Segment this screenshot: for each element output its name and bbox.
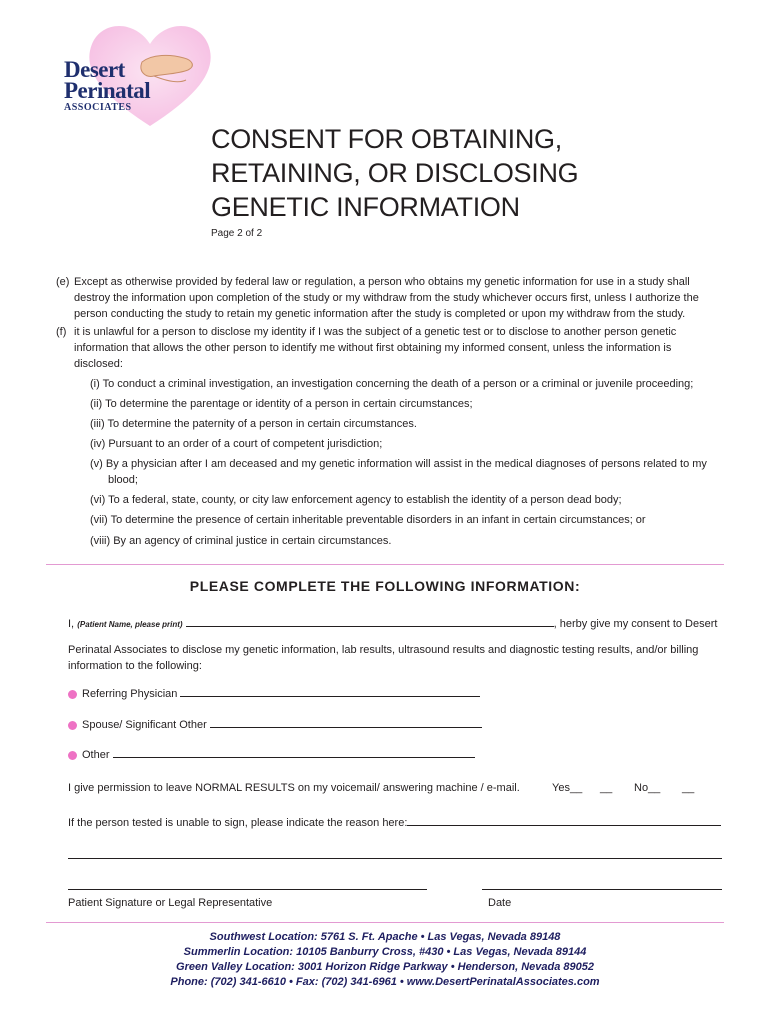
section-divider-top bbox=[46, 564, 724, 565]
referring-physician-row bbox=[68, 685, 480, 702]
consent-line-1: Perinatal Associates to disclose my genetic information, lab results, ultrasound results and diagnostic testing results, and/or billing bbox=[68, 644, 699, 656]
item-text: (v) By a physician after I am deceased and my genetic information will assist in the medical diagnoses of persons related to my bbox=[90, 458, 707, 470]
date-label: Date bbox=[488, 897, 512, 909]
other-label: Other bbox=[82, 749, 110, 761]
clause-f-label: (f) bbox=[56, 326, 67, 338]
page-number: Page 2 of 2 bbox=[211, 228, 263, 239]
title-line-1: CONSENT FOR OBTAINING, bbox=[211, 124, 562, 154]
signature-field[interactable] bbox=[68, 889, 427, 890]
item-v bbox=[90, 456, 730, 488]
footer-addresses bbox=[0, 930, 770, 990]
yes-option[interactable]: Yes__ bbox=[552, 782, 583, 794]
clause-f-line-1: it is unlawful for a person to disclose my identity if I was the subject of a genetic test or to disclose to another person genetic bbox=[74, 326, 677, 338]
item-viii bbox=[90, 533, 730, 549]
logo-line-2: Perinatal bbox=[64, 77, 151, 103]
consent-line-2: information to the following: bbox=[68, 660, 202, 672]
clause-e bbox=[56, 274, 736, 322]
consent-suffix: , herby give my consent to Desert bbox=[553, 618, 718, 630]
item-iii bbox=[90, 416, 730, 432]
footer-line-4: Phone: (702) 341-6610 • Fax: (702) 341-6961 • www.DesertPerinatalAssociates.com bbox=[170, 976, 600, 988]
unable-row bbox=[68, 814, 728, 831]
item-text: (ii) To determine the parentage or identity of a person in certain circumstances; bbox=[90, 398, 473, 410]
patient-name-field[interactable] bbox=[186, 615, 554, 627]
item-iv bbox=[90, 436, 730, 452]
clause-e-label: (e) bbox=[56, 276, 70, 288]
item-vii bbox=[90, 512, 730, 528]
item-text-continued: blood; bbox=[108, 474, 138, 486]
no-option[interactable]: No__ bbox=[634, 782, 661, 794]
signature-label: Patient Signature or Legal Representative bbox=[68, 897, 273, 909]
section-divider-bottom bbox=[46, 922, 724, 923]
footer-line-1: Southwest Location: 5761 S. Ft. Apache • Las Vegas, Nevada 89148 bbox=[209, 931, 561, 943]
bullet-icon bbox=[68, 721, 77, 730]
no-blank[interactable]: __ bbox=[682, 782, 695, 794]
other-row bbox=[68, 746, 475, 763]
yes-blank[interactable]: __ bbox=[600, 782, 613, 794]
bullet-icon bbox=[68, 690, 77, 699]
spouse-field[interactable] bbox=[210, 716, 482, 728]
item-text: (iv) Pursuant to an order of a court of competent jurisdiction; bbox=[90, 438, 383, 450]
logo-wordmark bbox=[64, 57, 151, 114]
other-field[interactable] bbox=[113, 746, 475, 758]
item-ii bbox=[90, 396, 730, 412]
item-i bbox=[90, 376, 730, 392]
document-title bbox=[211, 122, 578, 224]
bullet-icon bbox=[68, 751, 77, 760]
patient-name-hint: (Patient Name, please print) bbox=[77, 620, 183, 629]
clause-f-line-3: disclosed: bbox=[74, 358, 123, 370]
clause-e-line-1: Except as otherwise provided by federal law or regulation, a person who obtains my genetic information for use in a study shall bbox=[74, 276, 690, 288]
unable-label: If the person tested is unable to sign, please indicate the reason here: bbox=[68, 817, 408, 829]
clause-e-line-3: person conducting the study to retain my genetic information after the study is completed or upon my withdraw from the study. bbox=[74, 308, 686, 320]
permission-text: I give permission to leave NORMAL RESULTS on my voicemail/ answering machine / e-mail. bbox=[68, 782, 520, 794]
clause-e-line-2: destroy the information upon completion of the study or my withdraw from the study whichever occurs first, unless I authorize the bbox=[74, 292, 699, 304]
clause-f-line-2: information that allows the other person to identify me without first obtaining my informed consent, unless the information is bbox=[74, 342, 672, 354]
footer-line-2: Summerlin Location: 10105 Banburry Cross, #430 • Las Vegas, Nevada 89144 bbox=[183, 946, 587, 958]
logo-line-3: ASSOCIATES bbox=[64, 102, 132, 114]
patient-name-row bbox=[68, 615, 748, 633]
unable-reason-field[interactable] bbox=[407, 814, 721, 826]
referring-physician-field[interactable] bbox=[180, 685, 480, 697]
form-heading: PLEASE COMPLETE THE FOLLOWING INFORMATION: bbox=[189, 578, 581, 594]
footer-line-3: Green Valley Location: 3001 Horizon Ridge Parkway • Henderson, Nevada 89052 bbox=[176, 961, 594, 973]
item-text: (vii) To determine the presence of certain inheritable preventable disorders in an infant in certain circumstances; or bbox=[90, 514, 646, 526]
item-text: (i) To conduct a criminal investigation, an investigation concerning the death of a person or a criminal or juvenile proceeding; bbox=[90, 378, 694, 390]
logo-line-1: Desert bbox=[64, 57, 125, 82]
item-text: (viii) By an agency of criminal justice in certain circumstances. bbox=[90, 535, 392, 547]
clause-f bbox=[56, 324, 736, 372]
consent-statement bbox=[68, 642, 748, 674]
item-text: (vi) To a federal, state, county, or city law enforcement agency to establish the identity of a person dead body; bbox=[90, 494, 622, 506]
unable-reason-field-2[interactable] bbox=[68, 858, 722, 859]
spouse-row bbox=[68, 716, 482, 733]
title-line-2: RETAINING, OR DISCLOSING bbox=[211, 158, 579, 188]
item-text: (iii) To determine the paternity of a person in certain circumstances. bbox=[90, 418, 417, 430]
date-field[interactable] bbox=[482, 889, 722, 890]
spouse-label: Spouse/ Significant Other bbox=[82, 719, 207, 731]
referring-physician-label: Referring Physician bbox=[82, 688, 178, 700]
item-vi bbox=[90, 492, 730, 508]
title-line-3: GENETIC INFORMATION bbox=[211, 192, 520, 222]
i-prefix: I, bbox=[68, 618, 75, 630]
